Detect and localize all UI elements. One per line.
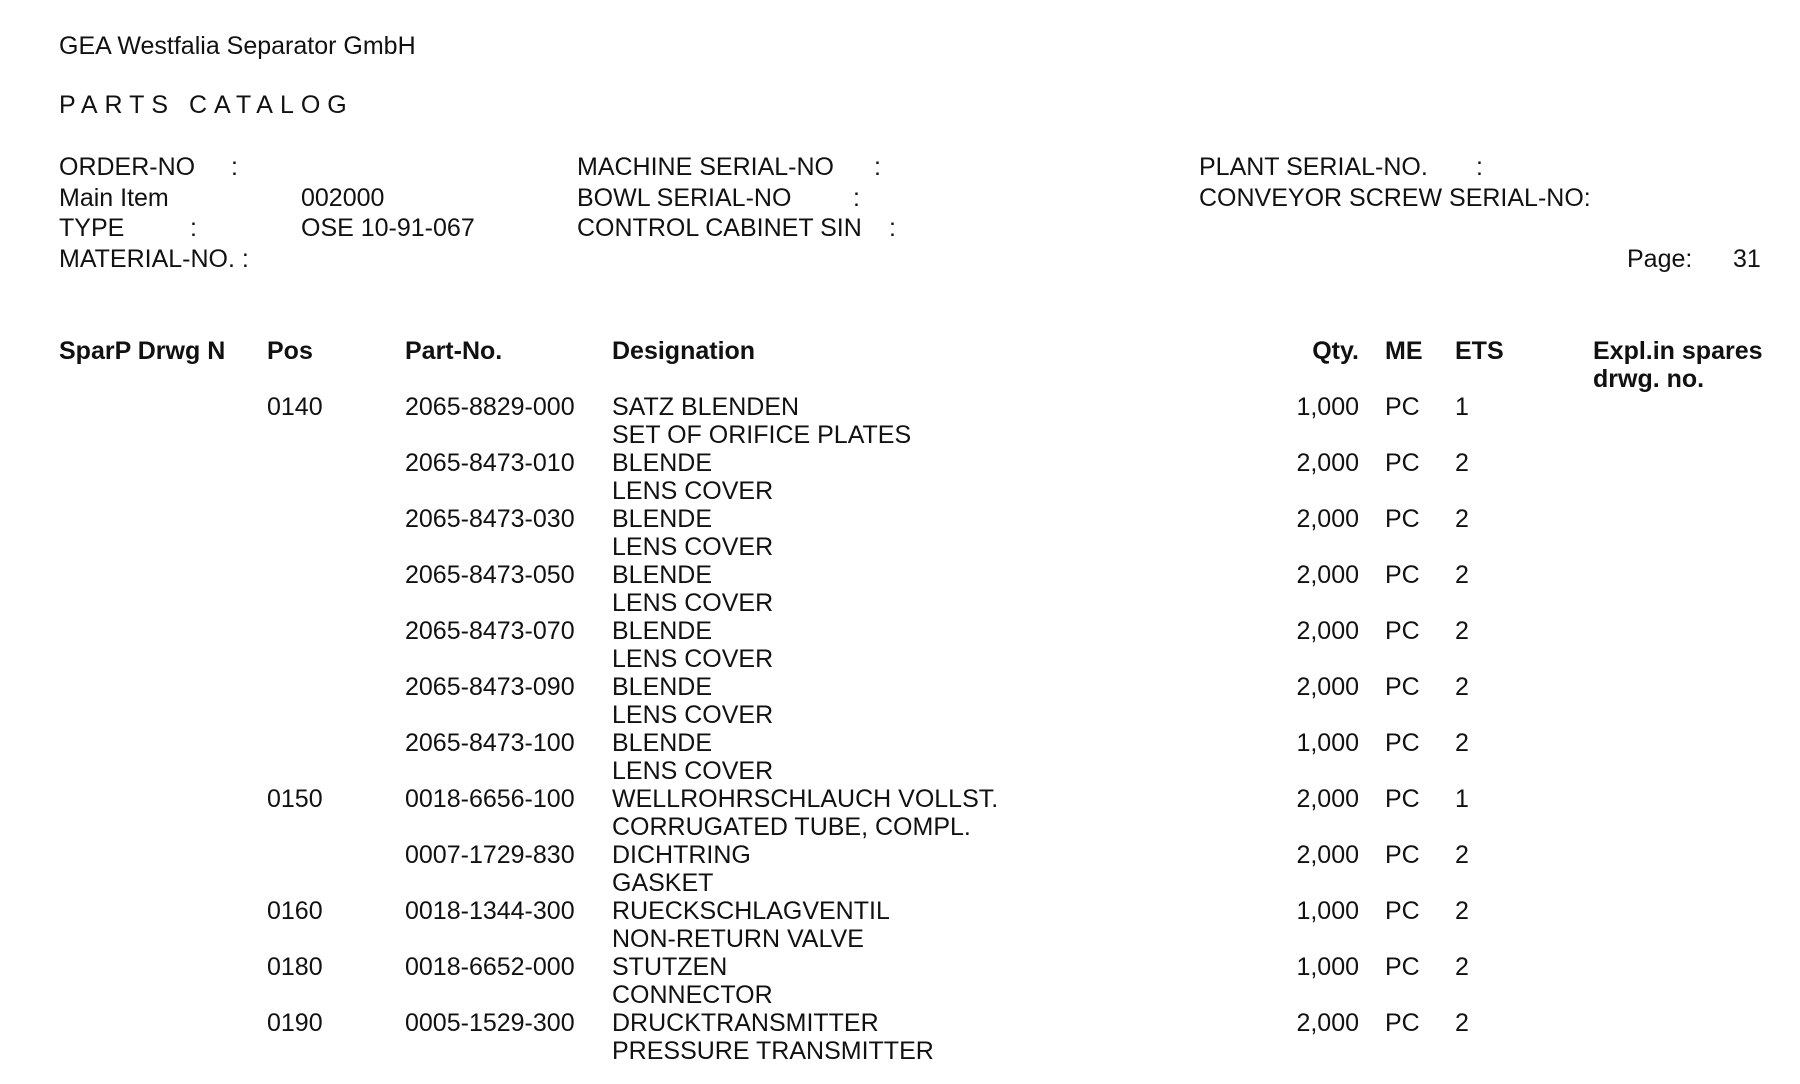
row-designation-de: BLENDE	[612, 561, 713, 589]
row-pos: 0150	[267, 785, 323, 813]
row-designation-de: WELLROHRSCHLAUCH VOLLST.	[612, 785, 999, 813]
row-qty: 1,000	[1296, 897, 1359, 925]
row-pos: 0190	[267, 1009, 323, 1037]
main-item-value: 002000	[301, 184, 385, 212]
row-part-no: 2065-8473-090	[405, 673, 575, 701]
row-designation-de: BLENDE	[612, 505, 713, 533]
row-ets: 2	[1455, 449, 1469, 477]
row-me: PC	[1385, 393, 1420, 421]
row-designation-en: NON-RETURN VALVE	[612, 925, 864, 953]
row-me: PC	[1385, 785, 1420, 813]
col-me: ME	[1385, 337, 1423, 365]
row-designation-en: SET OF ORIFICE PLATES	[612, 421, 912, 449]
row-part-no: 0007-1729-830	[405, 841, 575, 869]
row-pos: 0180	[267, 953, 323, 981]
row-qty: 1,000	[1296, 393, 1359, 421]
row-qty: 1,000	[1296, 729, 1359, 757]
row-part-no: 2065-8473-050	[405, 561, 575, 589]
main-item-label: Main Item	[59, 184, 169, 212]
row-qty: 2,000	[1296, 449, 1359, 477]
row-designation-en: LENS COVER	[612, 645, 774, 673]
row-part-no: 0018-6652-000	[405, 953, 575, 981]
col-pos: Pos	[267, 337, 313, 365]
row-qty: 2,000	[1296, 673, 1359, 701]
row-designation-de: DICHTRING	[612, 841, 751, 869]
row-part-no: 2065-8473-030	[405, 505, 575, 533]
bowl-serial-colon: :	[853, 184, 860, 212]
row-qty: 1,000	[1296, 953, 1359, 981]
row-part-no: 2065-8829-000	[405, 393, 575, 421]
row-part-no: 0005-1529-300	[405, 1009, 575, 1037]
row-me: PC	[1385, 897, 1420, 925]
row-designation-de: STUTZEN	[612, 953, 728, 981]
row-designation-en: CONNECTOR	[612, 981, 773, 1009]
plant-serial-label: PLANT SERIAL-NO.	[1199, 153, 1428, 181]
row-ets: 2	[1455, 953, 1469, 981]
row-qty: 2,000	[1296, 841, 1359, 869]
type-label: TYPE	[59, 214, 125, 242]
type-value: OSE 10-91-067	[301, 214, 475, 242]
row-me: PC	[1385, 617, 1420, 645]
plant-serial-colon: :	[1476, 153, 1483, 181]
row-ets: 2	[1455, 561, 1469, 589]
col-sparp: SparP Drwg N	[59, 337, 226, 365]
row-designation-en: LENS COVER	[612, 701, 774, 729]
control-cabinet-label: CONTROL CABINET SIN	[577, 214, 862, 242]
row-me: PC	[1385, 505, 1420, 533]
row-ets: 2	[1455, 505, 1469, 533]
col-part-no: Part-No.	[405, 337, 503, 365]
col-qty: Qty.	[1312, 337, 1359, 365]
page-label: Page:	[1627, 245, 1693, 273]
row-me: PC	[1385, 449, 1420, 477]
type-colon: :	[190, 214, 197, 242]
machine-serial-label: MACHINE SERIAL-NO	[577, 153, 834, 181]
row-designation-en: GASKET	[612, 869, 714, 897]
row-me: PC	[1385, 673, 1420, 701]
page-number: 31	[1733, 245, 1761, 273]
row-qty: 2,000	[1296, 1009, 1359, 1037]
row-ets: 2	[1455, 617, 1469, 645]
row-designation-de: BLENDE	[612, 673, 713, 701]
row-qty: 2,000	[1296, 785, 1359, 813]
row-qty: 2,000	[1296, 505, 1359, 533]
row-ets: 2	[1455, 841, 1469, 869]
row-designation-en: LENS COVER	[612, 477, 774, 505]
row-pos: 0140	[267, 393, 323, 421]
row-qty: 2,000	[1296, 561, 1359, 589]
material-no-label: MATERIAL-NO. :	[59, 245, 249, 273]
row-designation-de: SATZ BLENDEN	[612, 393, 800, 421]
row-me: PC	[1385, 729, 1420, 757]
control-cabinet-colon: :	[889, 214, 896, 242]
col-ets: ETS	[1455, 337, 1504, 365]
row-designation-en: LENS COVER	[612, 589, 774, 617]
col-expl-line2: drwg. no.	[1593, 365, 1705, 393]
row-designation-de: BLENDE	[612, 449, 713, 477]
row-ets: 2	[1455, 1009, 1469, 1037]
row-part-no: 2065-8473-100	[405, 729, 575, 757]
row-designation-de: BLENDE	[612, 617, 713, 645]
bowl-serial-label: BOWL SERIAL-NO	[577, 184, 792, 212]
col-expl-line1: Expl.in spares	[1593, 337, 1763, 365]
order-no-colon: :	[231, 153, 238, 181]
machine-serial-colon: :	[874, 153, 881, 181]
row-designation-de: BLENDE	[612, 729, 713, 757]
row-qty: 2,000	[1296, 617, 1359, 645]
row-designation-en: LENS COVER	[612, 757, 774, 785]
row-ets: 1	[1455, 393, 1469, 421]
row-me: PC	[1385, 841, 1420, 869]
row-me: PC	[1385, 953, 1420, 981]
row-designation-de: RUECKSCHLAGVENTIL	[612, 897, 890, 925]
row-designation-en: CORRUGATED TUBE, COMPL.	[612, 813, 971, 841]
row-designation-en: LENS COVER	[612, 533, 774, 561]
row-part-no: 0018-1344-300	[405, 897, 575, 925]
row-me: PC	[1385, 561, 1420, 589]
row-ets: 2	[1455, 673, 1469, 701]
row-pos: 0160	[267, 897, 323, 925]
conveyor-serial-label: CONVEYOR SCREW SERIAL-NO:	[1199, 184, 1591, 212]
row-ets: 1	[1455, 785, 1469, 813]
row-part-no: 2065-8473-010	[405, 449, 575, 477]
row-me: PC	[1385, 1009, 1420, 1037]
order-no-label: ORDER-NO	[59, 153, 196, 181]
document-title: PARTS CATALOG	[59, 91, 354, 119]
row-ets: 2	[1455, 729, 1469, 757]
row-designation-de: DRUCKTRANSMITTER	[612, 1009, 879, 1037]
col-designation: Designation	[612, 337, 756, 365]
company-name: GEA Westfalia Separator GmbH	[59, 32, 416, 60]
row-ets: 2	[1455, 897, 1469, 925]
row-designation-en: PRESSURE TRANSMITTER	[612, 1037, 934, 1065]
row-part-no: 0018-6656-100	[405, 785, 575, 813]
row-part-no: 2065-8473-070	[405, 617, 575, 645]
